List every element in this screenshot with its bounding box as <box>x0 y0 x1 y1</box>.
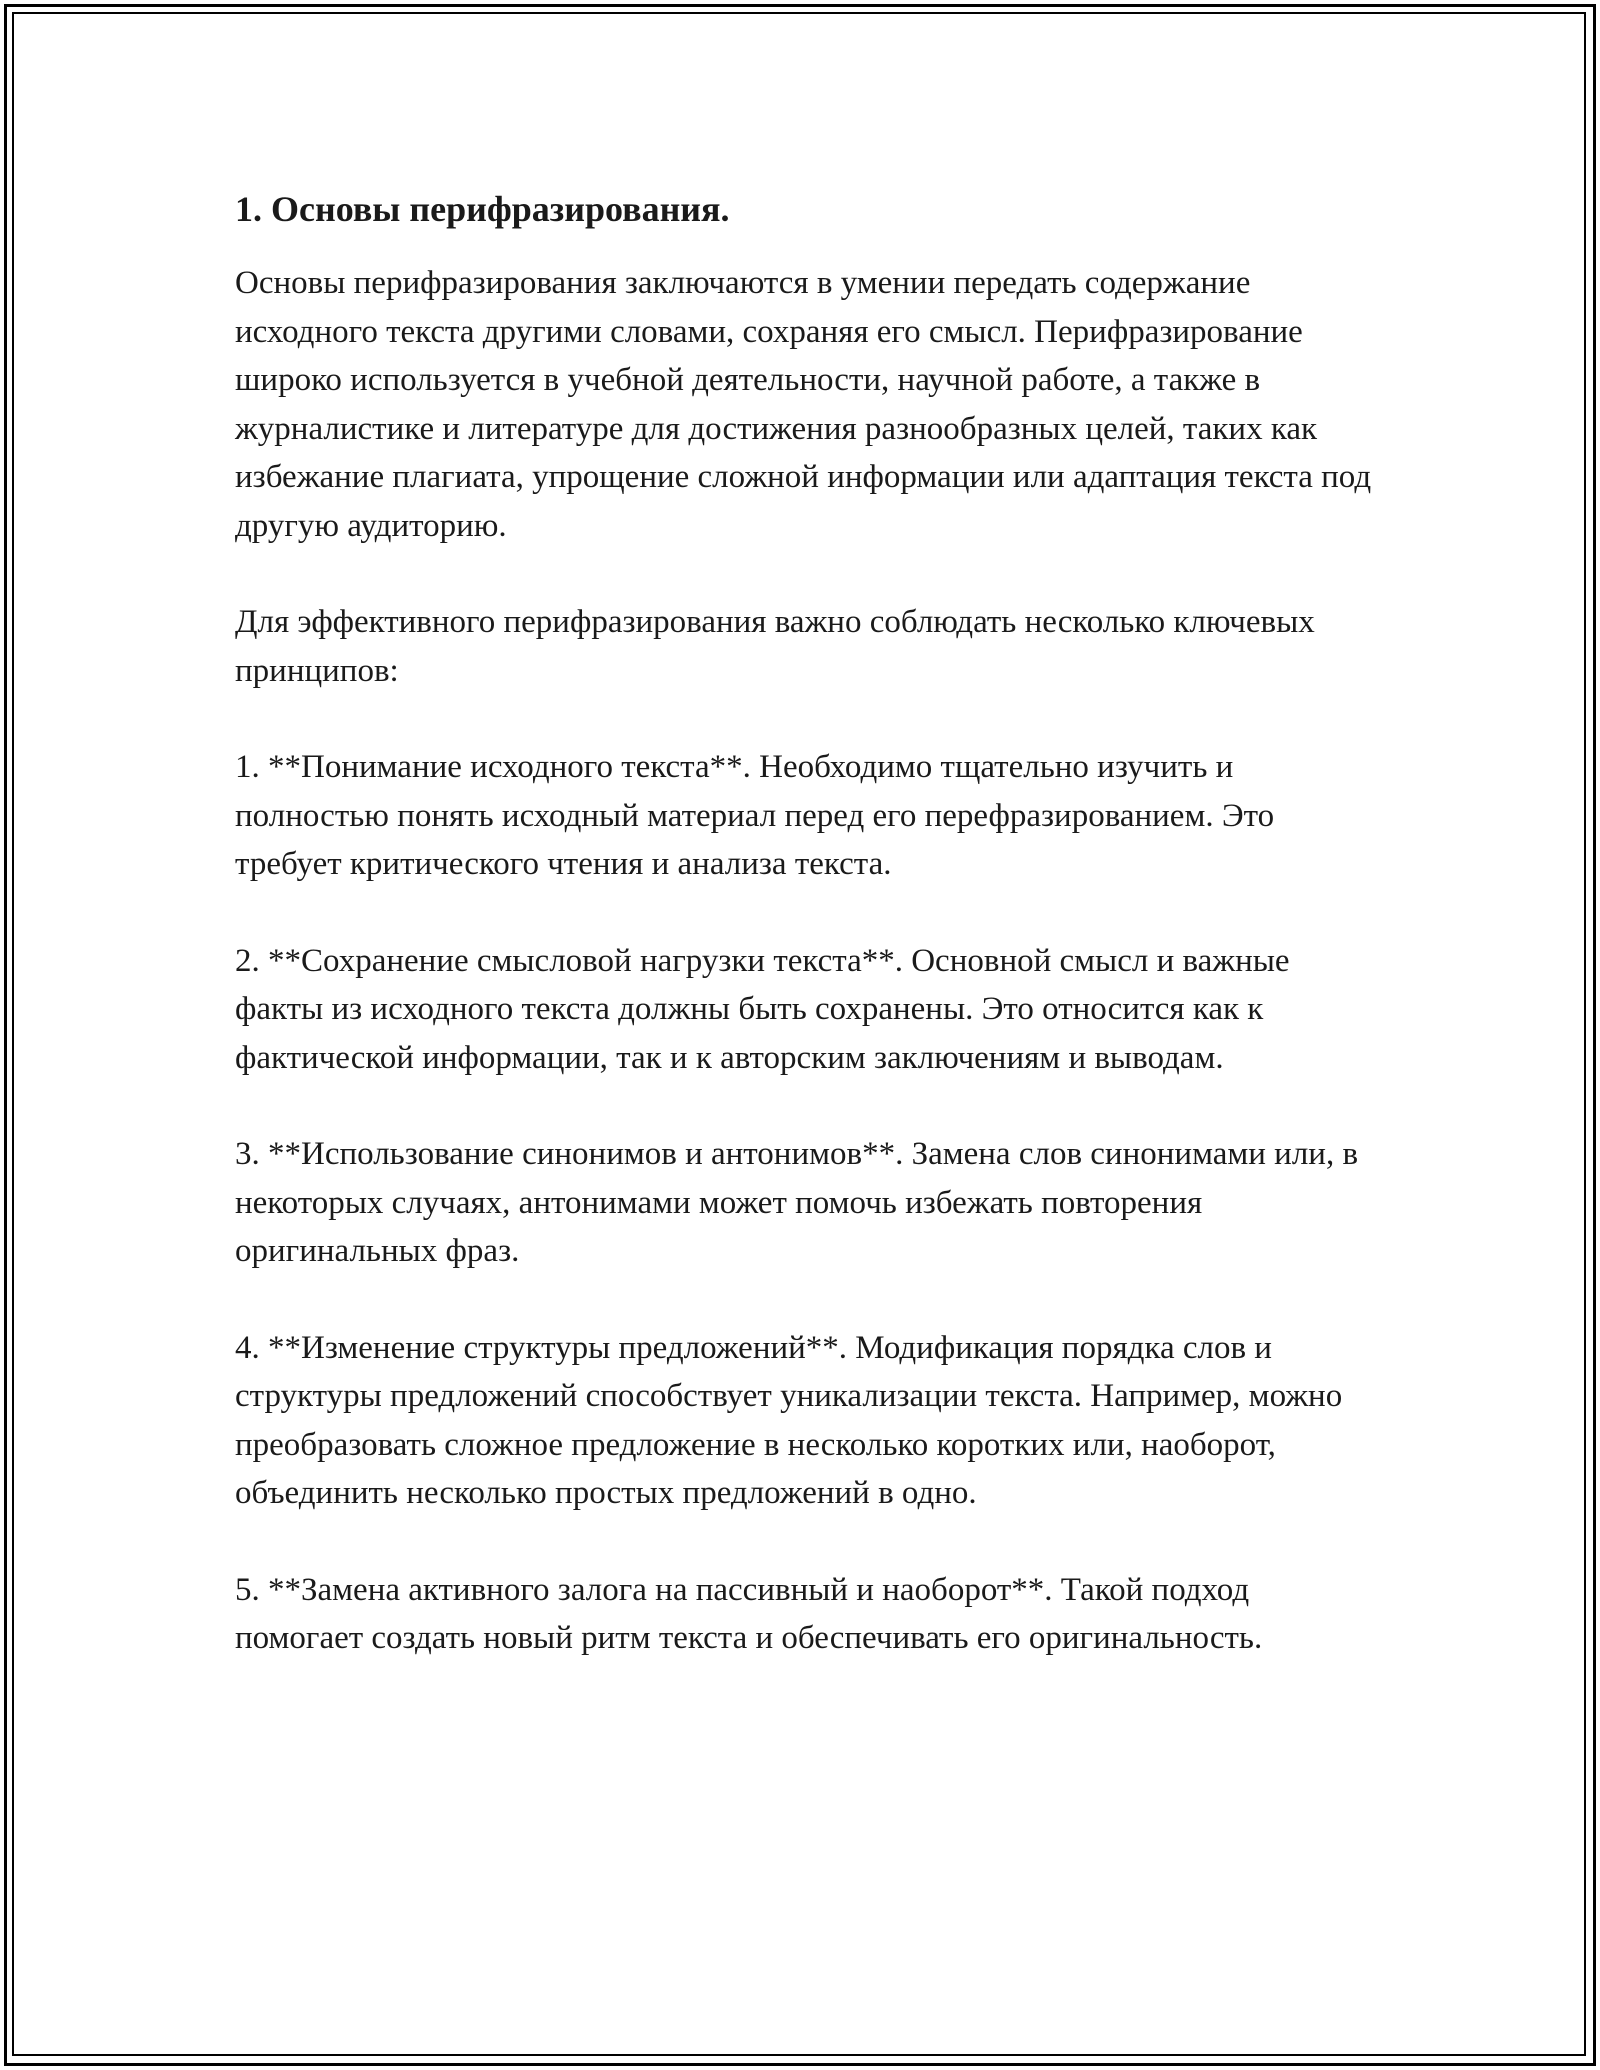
paragraph-principles-lead: Для эффективного перифразирования важно соблюдать несколько ключевых принципов: <box>235 604 1315 689</box>
list-item-understanding: 1. **Понимание исходного текста**. Необходимо тщательно изучить и полностью понять исходный материал перед его перефразированием. Это требует критического чтения и анализа текста. <box>235 749 1275 882</box>
paragraph-intro: Основы перифразирования заключаются в умении передать содержание исходного текста другими словами, сохраняя его смысл. Перифразирование широко используется в учебной деятельности, научной работе, а также в журналистике и литературе для достижения разнообразных целей, таких как избежание плагиата, упрощение сложной информации или адаптация текста под другую аудиторию. <box>235 265 1372 544</box>
list-item-synonyms: 3. **Использование синонимов и антонимов**. Замена слов синонимами или, в некоторых случаях, антонимами может помочь избежать повторения оригинальных фраз. <box>235 1136 1359 1269</box>
list-item-meaning: 2. **Сохранение смысловой нагрузки текста**. Основной смысл и важные факты из исходного текста должны быть сохранены. Это относится как к фактической информации, так и к авторским заключениям и выводам. <box>235 942 1290 1076</box>
document-body <box>235 185 1375 1711</box>
list-item-voice: 5. **Замена активного залога на пассивный и наоборот**. Такой подход помогает создать новый ритм текста и обеспечивать его оригинальность. <box>235 1571 1263 1656</box>
list-item-structure: 4. **Изменение структуры предложений**. Модификация порядка слов и структуры предложений способствует уникализации текста. Например, можно преобразовать сложное предложение в несколько коротких или, наоборот, объединить несколько простых предложений в одно. <box>235 1329 1343 1511</box>
section-heading: 1. Основы перифразирования. <box>235 189 730 229</box>
